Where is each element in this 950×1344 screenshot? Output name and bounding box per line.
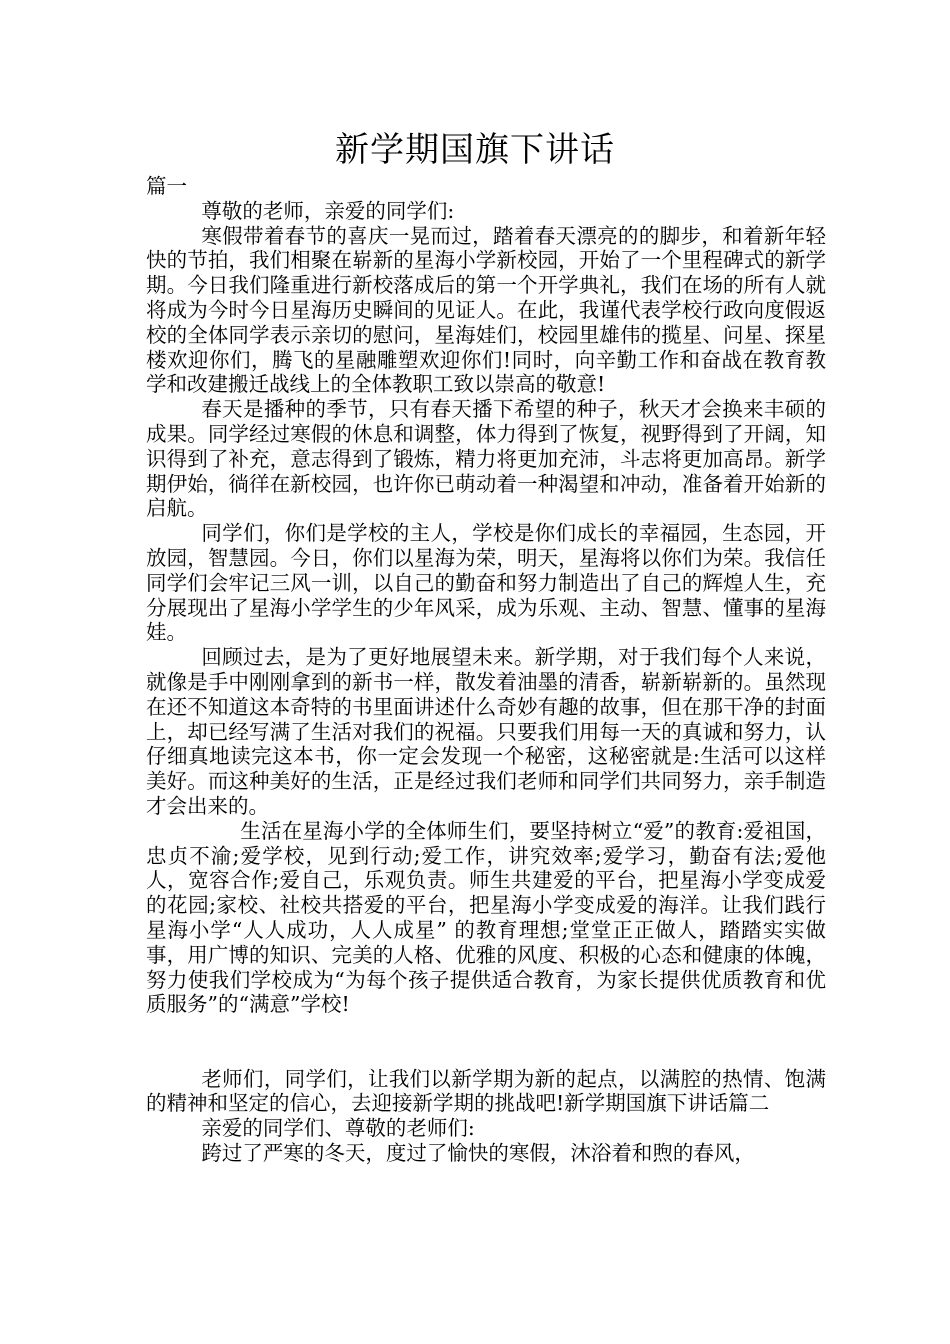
document-title: 新学期国旗下讲话: [335, 130, 615, 170]
paragraph-2: 春天是播种的季节，只有春天播下希望的种子，秋天才会换来丰硕的成果。同学经过寒假的休息和调整，体力得到了恢复，视野得到了开阔，知识得到了补充，意志得到了锻炼，精力将更加充沛，斗志将更加高昂。新学期伊始，徜徉在新校园，也许你已萌动着一种渴望和冲动，准备着开始新的启航。: [146, 397, 826, 521]
blank-line: [146, 1017, 826, 1067]
closing-paragraph: 老师们，同学们，让我们以新学期为新的起点，以满腔的热情、饱满的精神和坚定的信心，去迎接新学期的挑战吧!新学期国旗下讲话篇二: [146, 1066, 826, 1116]
paragraph-last: 跨过了严寒的冬天，度过了愉快的寒假，沐浴着和煦的春风，: [201, 1141, 755, 1166]
paragraph-5: 生活在星海小学的全体师生们，要坚持树立“爱”的教育:爱祖国，忠贞不渝;爱学校，见到行动;爱工作，讲究效率;爱学习，勤奋有法;爱他人，宽容合作;爱自己，乐观负责。师生共建爱的平台，把星海小学变成爱的花园;家校、社校共搭爱的平台，把星海小学变成爱的海洋。让我们践行星海小学“人人成功，人人成星” 的教育理想;堂堂正正做人，踏踏实实做事，用广博的知识、完美的人格、优雅的风度、积极的心态和健康的体魄，努力使我们学校成为“为每个孩子提供适合教育，为家长提供优质教育和优质服务”的“满意”学校!: [146, 818, 826, 1017]
paragraph-3: 同学们，你们是学校的主人，学校是你们成长的幸福园，生态园，开放园，智慧园。今日，你们以星海为荣，明天，星海将以你们为荣。我信任同学们会牢记三风一训，以自己的勤奋和努力制造出了自己的辉煌人生，充分展现出了星海小学学生的少年风采，成为乐观、主动、智慧、懂事的星海娃。: [146, 521, 826, 645]
paragraph-1: 寒假带着春节的喜庆一晃而过，踏着春天漂亮的的脚步，和着新年轻快的节拍，我们相聚在崭新的星海小学新校园，开始了一个里程碑式的新学期。今日我们隆重进行新校落成后的第一个开学典礼，我们在场的所有人就将成为今时今日星海历史瞬间的见证人。在此，我谨代表学校行政向度假返校的全体同学表示亲切的慰问，星海娃们，校园里雄伟的揽星、问星、探星楼欢迎你们，腾飞的星融雕塑欢迎你们!同时，向辛勤工作和奋战在教育教学和改建搬迁战线上的全体教职工致以崇高的敬意!: [146, 223, 826, 397]
paragraph-4: 回顾过去，是为了更好地展望未来。新学期，对于我们每个人来说，就像是手中刚刚拿到的新书一样，散发着油墨的清香，崭新崭新的。虽然现在还不知道这本奇特的书里面讲述什么奇妙有趣的故事，但在那干净的封面上，却已经写满了生活对我们的祝福。只要我们用每一天的真诚和努力，认仔细真地读完这本书，你一定会发现一个秘密，这秘密就是:生活可以这样美好。而这种美好的生活，正是经过我们老师和同学们共同努力，亲手制造才会出来的。: [146, 645, 826, 818]
document-body: [146, 174, 826, 1166]
salutation-2: 亲爱的同学们、尊敬的老师们:: [201, 1116, 475, 1141]
salutation: 尊敬的老师，亲爱的同学们:: [201, 198, 455, 223]
section-label: 篇一: [146, 174, 187, 198]
